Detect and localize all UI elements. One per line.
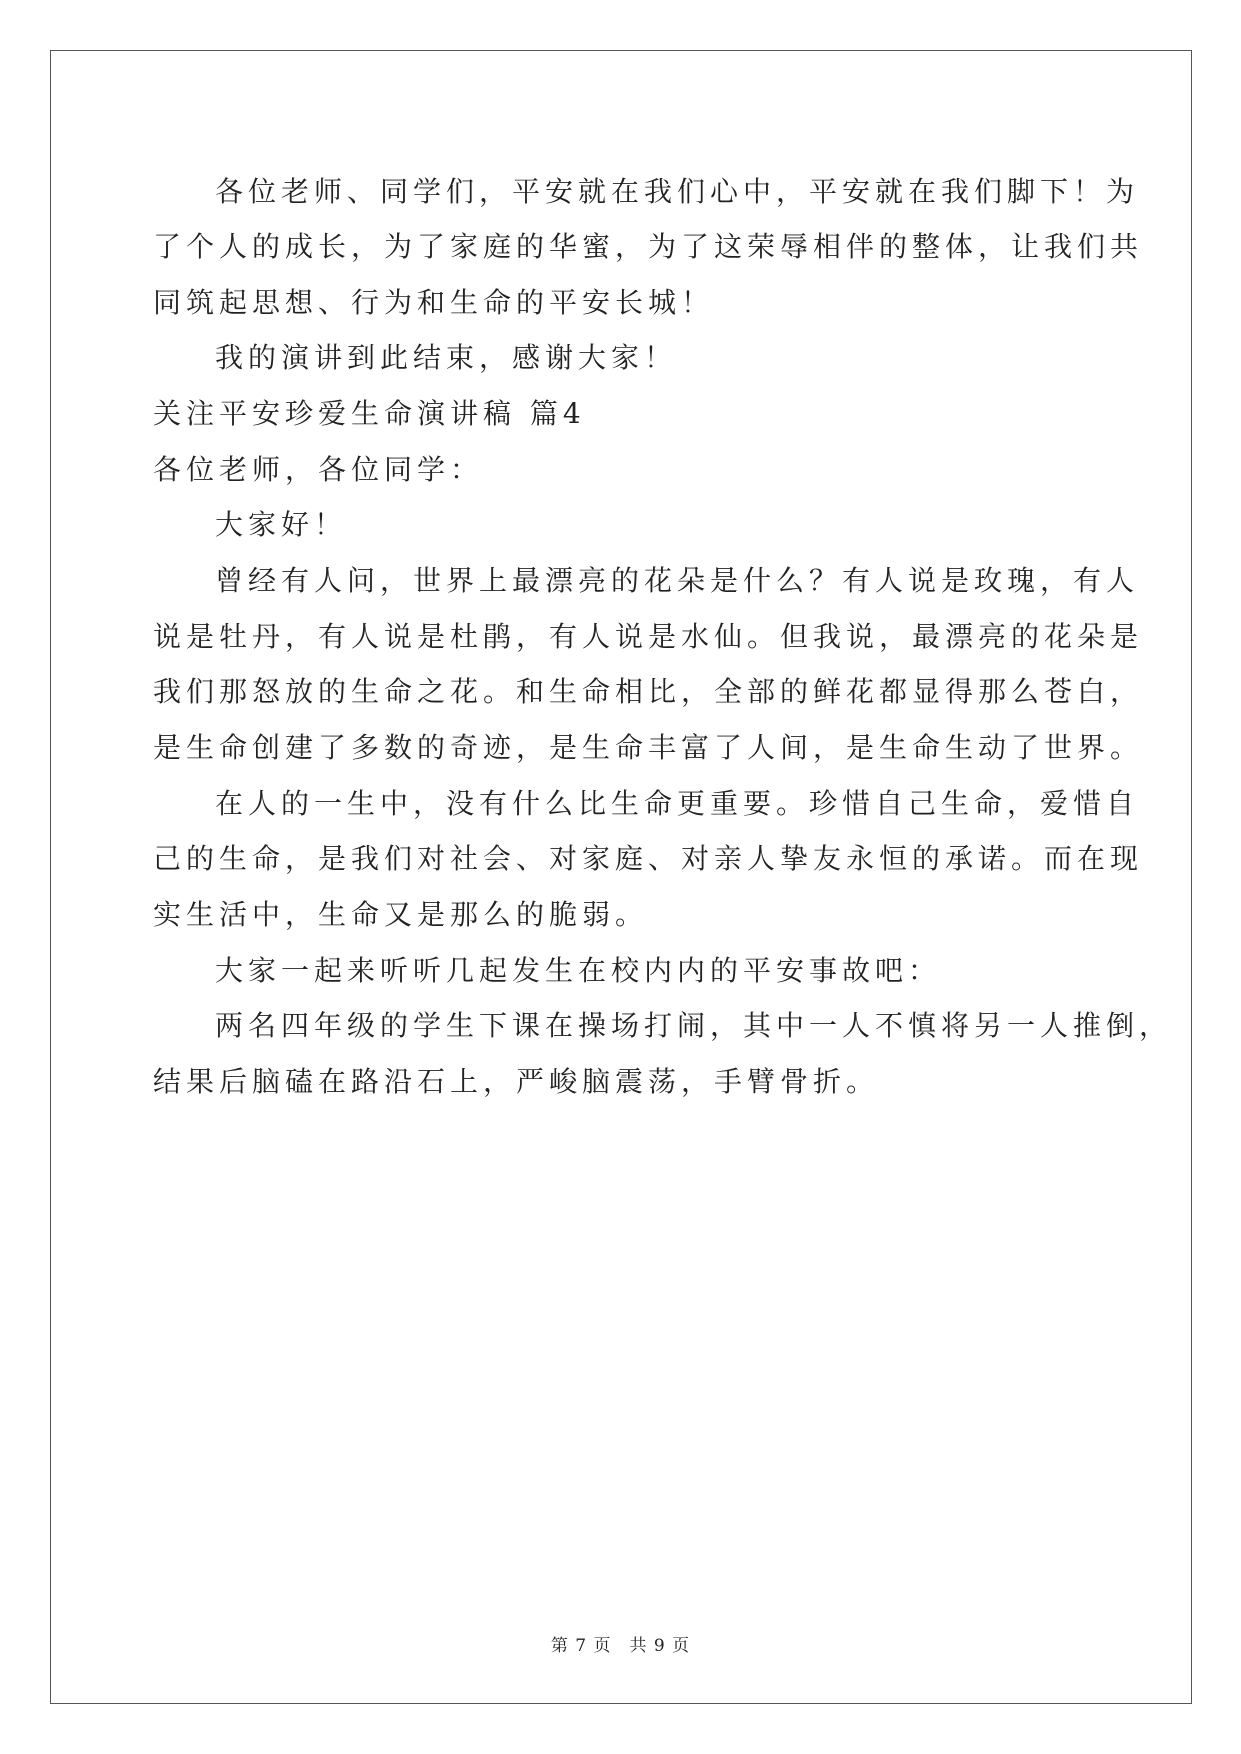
paragraph-line: 我们那怒放的生命之花。和生命相比，全部的鲜花都显得那么苍白， <box>153 675 1144 708</box>
salutation: 各位老师，各位同学： <box>153 453 484 486</box>
page-number-footer: 第 7 页 共 9 页 <box>550 1636 691 1656</box>
paragraph-line: 是生命创建了多数的奇迹，是生命丰富了人间，是生命生动了世界。 <box>153 731 1144 764</box>
paragraph-line: 己的生命，是我们对社会、对家庭、对亲人挚友永恒的承诺。而在现 <box>153 842 1144 875</box>
paragraph-line: 曾经有人问，世界上最漂亮的花朵是什么？有人说是玫瑰，有人 <box>215 564 1140 597</box>
paragraph-line: 各位老师、同学们，平安就在我们心中，平安就在我们脚下！为 <box>215 175 1140 208</box>
paragraph-line: 我的演讲到此结束，感谢大家！ <box>215 341 678 374</box>
paragraph-line: 实生活中，生命又是那么的脆弱。 <box>153 898 649 931</box>
greeting: 大家好！ <box>215 508 348 541</box>
paragraph-line: 结果后脑磕在路沿石上，严峻脑震荡，手臂骨折。 <box>153 1065 880 1098</box>
paragraph-line: 在人的一生中，没有什么比生命更重要。珍惜自己生命，爱惜自 <box>215 787 1140 820</box>
section-heading: 关注平安珍爱生命演讲稿 篇4 <box>153 397 586 430</box>
paragraph-line: 说是牡丹，有人说是杜鹃，有人说是水仙。但我说，最漂亮的花朵是 <box>153 620 1144 653</box>
paragraph-line: 大家一起来听听几起发生在校内内的平安事故吧： <box>215 954 942 987</box>
paragraph-line: 了个人的成长，为了家庭的华蜜，为了这荣辱相伴的整体，让我们共 <box>153 230 1144 263</box>
paragraph-line: 两名四年级的学生下课在操场打闹，其中一人不慎将另一人推倒， <box>215 1009 1173 1042</box>
paragraph-line: 同筑起思想、行为和生命的平安长城！ <box>153 286 715 319</box>
